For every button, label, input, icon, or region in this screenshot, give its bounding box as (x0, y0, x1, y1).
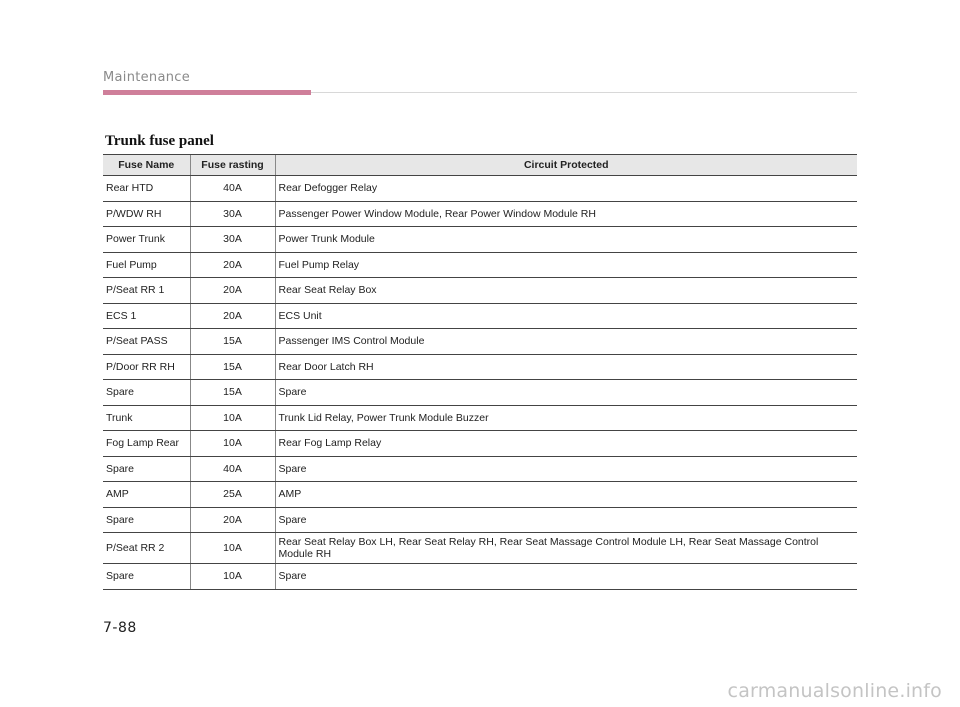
header-fuse-name: Fuse Name (103, 155, 190, 176)
table-row (103, 533, 857, 564)
circuit-cell: Power Trunk Module (275, 227, 857, 253)
fuse-rating-cell: 20A (190, 303, 275, 329)
fuse-name-cell: Power Trunk (103, 227, 190, 253)
table-row (103, 380, 857, 406)
fuse-rating-cell: 10A (190, 564, 275, 590)
fuse-name-cell: Fog Lamp Rear (103, 431, 190, 457)
fuse-rating-cell: 15A (190, 354, 275, 380)
fuse-rating-cell: 20A (190, 507, 275, 533)
section-divider (311, 92, 857, 93)
section-label: Maintenance (103, 70, 191, 85)
circuit-cell: Rear Defogger Relay (275, 176, 857, 202)
fuse-name-cell: Trunk (103, 405, 190, 431)
fuse-rating-cell: 30A (190, 201, 275, 227)
circuit-cell: AMP (275, 482, 857, 508)
fuse-name-cell: Fuel Pump (103, 252, 190, 278)
fuse-name-cell: P/Seat PASS (103, 329, 190, 355)
fuse-rating-cell: 25A (190, 482, 275, 508)
fuse-name-cell: AMP (103, 482, 190, 508)
fuse-table (103, 154, 857, 590)
table-row (103, 564, 857, 590)
circuit-cell: Spare (275, 564, 857, 590)
circuit-cell: Passenger IMS Control Module (275, 329, 857, 355)
circuit-cell: ECS Unit (275, 303, 857, 329)
circuit-cell: Spare (275, 507, 857, 533)
fuse-rating-cell: 20A (190, 252, 275, 278)
table-header-row (103, 155, 857, 176)
fuse-rating-cell: 10A (190, 405, 275, 431)
fuse-rating-cell: 40A (190, 176, 275, 202)
table-row (103, 456, 857, 482)
table-row (103, 176, 857, 202)
page-number: 7-88 (103, 620, 137, 636)
circuit-cell: Trunk Lid Relay, Power Trunk Module Buzzer (275, 405, 857, 431)
table-row (103, 482, 857, 508)
fuse-name-cell: P/Door RR RH (103, 354, 190, 380)
circuit-cell: Spare (275, 380, 857, 406)
fuse-rating-cell: 15A (190, 329, 275, 355)
table-row (103, 405, 857, 431)
table-row (103, 278, 857, 304)
fuse-rating-cell: 10A (190, 533, 275, 564)
fuse-rating-cell: 40A (190, 456, 275, 482)
fuse-name-cell: Spare (103, 456, 190, 482)
fuse-name-cell: Rear HTD (103, 176, 190, 202)
circuit-cell: Rear Seat Relay Box LH, Rear Seat Relay RH, Rear Seat Massage Control Module LH, Rear Seat Massage Control Module RH (275, 533, 857, 564)
table-row (103, 507, 857, 533)
circuit-cell: Rear Seat Relay Box (275, 278, 857, 304)
fuse-rating-cell: 10A (190, 431, 275, 457)
fuse-name-cell: Spare (103, 380, 190, 406)
table-row (103, 303, 857, 329)
header-fuse-rating: Fuse rasting (190, 155, 275, 176)
table-row (103, 252, 857, 278)
fuse-rating-cell: 15A (190, 380, 275, 406)
table-row (103, 201, 857, 227)
site-watermark: carmanualsonline.info (727, 680, 942, 702)
fuse-rating-cell: 30A (190, 227, 275, 253)
table-row (103, 354, 857, 380)
fuse-name-cell: P/WDW RH (103, 201, 190, 227)
fuse-name-cell: Spare (103, 564, 190, 590)
circuit-cell: Fuel Pump Relay (275, 252, 857, 278)
circuit-cell: Passenger Power Window Module, Rear Power Window Module RH (275, 201, 857, 227)
table-row (103, 227, 857, 253)
circuit-cell: Spare (275, 456, 857, 482)
panel-title: Trunk fuse panel (105, 133, 214, 149)
fuse-name-cell: Spare (103, 507, 190, 533)
fuse-rating-cell: 20A (190, 278, 275, 304)
fuse-name-cell: P/Seat RR 2 (103, 533, 190, 564)
fuse-name-cell: P/Seat RR 1 (103, 278, 190, 304)
circuit-cell: Rear Fog Lamp Relay (275, 431, 857, 457)
section-accent-rule (103, 90, 311, 95)
table-row (103, 431, 857, 457)
fuse-name-cell: ECS 1 (103, 303, 190, 329)
header-circuit-protected: Circuit Protected (275, 155, 857, 176)
table-row (103, 329, 857, 355)
circuit-cell: Rear Door Latch RH (275, 354, 857, 380)
